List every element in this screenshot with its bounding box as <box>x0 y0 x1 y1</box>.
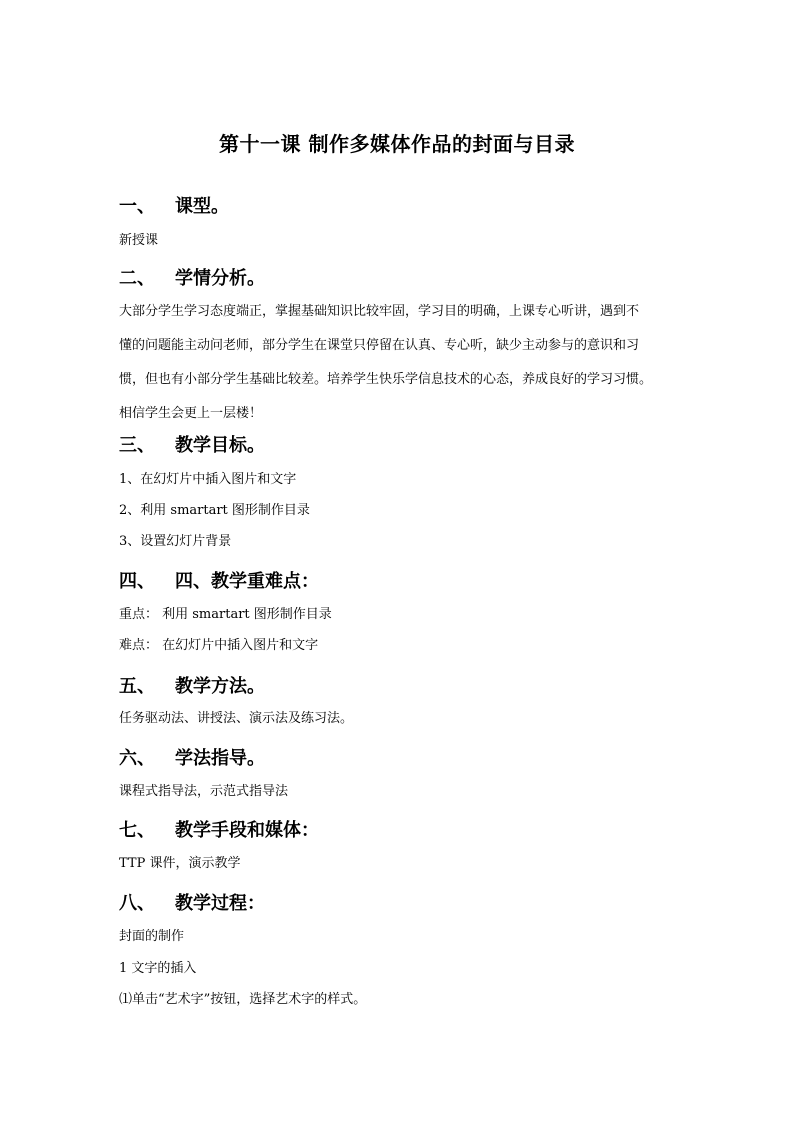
section-number: 二、 <box>119 268 155 289</box>
paragraph-line: 相信学生会更上一层楼！ <box>119 406 263 421</box>
section-title: 课型。 <box>175 196 229 217</box>
section-number: 四、 <box>119 571 155 592</box>
section-number: 五、 <box>119 676 155 697</box>
document-title: 第十一课 制作多媒体作品的封面与目录 <box>219 132 575 156</box>
paragraph-line: 惯，但也有小部分学生基础比较差。培养学生快乐学信息技术的心态，养成良好的学习习惯。 <box>119 372 653 387</box>
section-title: 教学目标。 <box>175 435 265 456</box>
section-number: 六、 <box>119 748 155 769</box>
section-title: 教学手段和媒体： <box>175 820 319 841</box>
section-title: 教学过程： <box>175 893 265 914</box>
section-text: 封面的制作 <box>119 929 185 944</box>
section-heading-5 <box>119 672 265 698</box>
section-text: 3、设置幻灯片背景 <box>119 534 232 549</box>
section-heading-8 <box>119 889 265 915</box>
section-text: 1 文字的插入 <box>119 961 197 976</box>
section-text: TTP 课件，演示教学 <box>119 856 241 871</box>
section-number: 一、 <box>119 196 155 217</box>
section-title: 四、教学重难点： <box>175 571 319 592</box>
section-text: 新授课 <box>119 233 159 248</box>
section-paragraph <box>119 295 675 431</box>
section-heading-2 <box>119 264 265 290</box>
section-text: ⑴单击“艺术字”按钮，选择艺术字的样式。 <box>119 992 367 1007</box>
section-text: 课程式指导法，示范式指导法 <box>119 784 289 799</box>
paragraph-line: 大部分学生学习态度端正，掌握基础知识比较牢固，学习目的明确，上课专心听讲，遇到不 <box>119 304 640 319</box>
section-text: 1、在幻灯片中插入图片和文字 <box>119 472 297 487</box>
section-text: 2、利用 smartart 图形制作目录 <box>119 503 310 518</box>
section-heading-6 <box>119 744 265 770</box>
section-title: 学情分析。 <box>175 268 265 289</box>
section-text: 难点： 在幻灯片中插入图片和文字 <box>119 638 319 653</box>
section-heading-3 <box>119 431 265 457</box>
section-number: 八、 <box>119 893 155 914</box>
section-title: 学法指导。 <box>175 748 265 769</box>
paragraph-line: 懂的问题能主动问老师，部分学生在课堂只停留在认真、专心听，缺少主动参与的意识和习 <box>119 338 640 353</box>
section-number: 三、 <box>119 435 155 456</box>
section-number: 七、 <box>119 820 155 841</box>
section-text: 重点： 利用 smartart 图形制作目录 <box>119 607 332 622</box>
section-heading-4 <box>119 567 319 593</box>
section-title: 教学方法。 <box>175 676 265 697</box>
section-text: 任务驱动法、讲授法、演示法及练习法。 <box>119 711 354 726</box>
section-heading-1 <box>119 192 229 218</box>
section-heading-7 <box>119 816 319 842</box>
